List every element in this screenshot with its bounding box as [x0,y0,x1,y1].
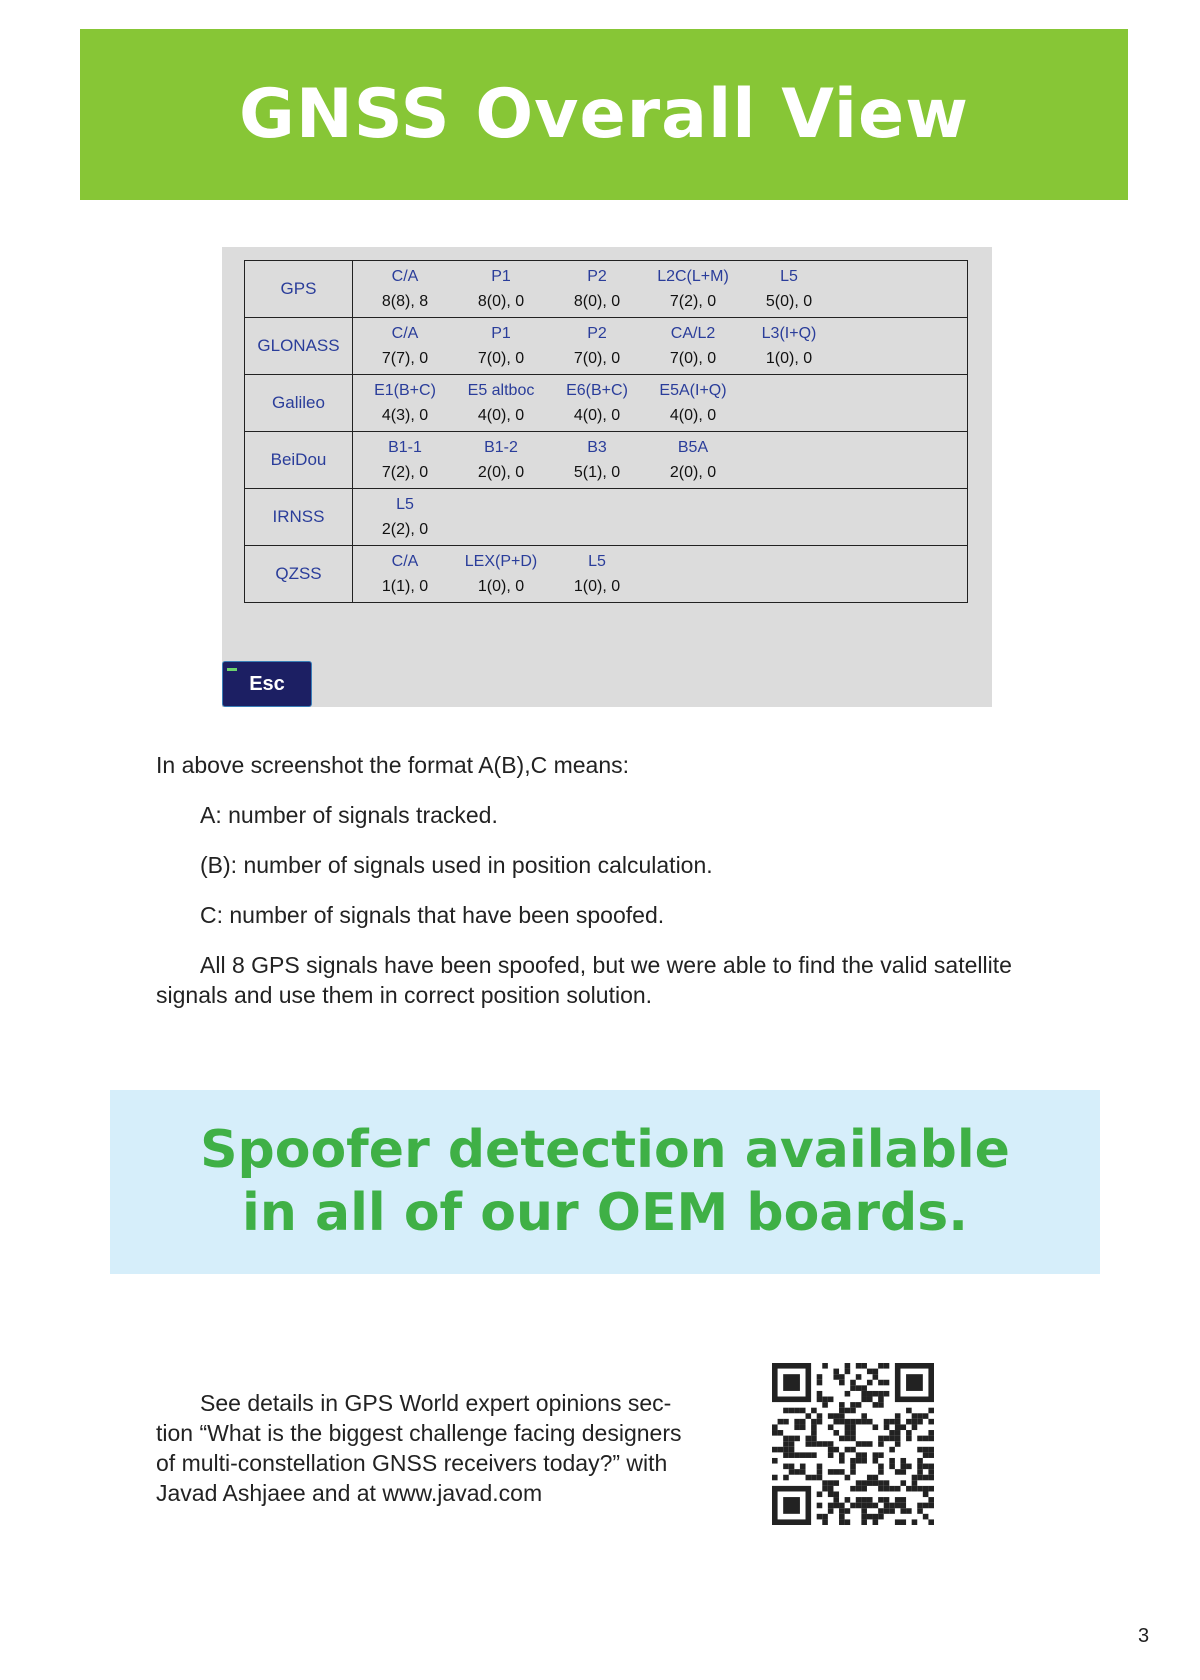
system-name: GLONASS [245,318,353,375]
signal-entry [453,549,549,599]
signal-name: L5 [588,553,606,570]
title-banner [80,29,1128,200]
signal-grid [353,492,967,542]
signal-name: B5A [677,439,709,456]
table-row [245,546,968,603]
signal-name: L5 [396,496,414,513]
table-row [245,432,968,489]
format-intro: In above screenshot the format A(B),C means: [156,752,630,778]
signal-value: 4(0), 0 [573,407,621,424]
signal-value: 7(2), 0 [381,464,429,481]
signal-name: L3(I+Q) [761,325,817,342]
promo-line1: Spoofer detection available [200,1120,1010,1180]
page-number: 3 [1138,1625,1150,1647]
spoof-summary-line2: signals and use them in correct position solution. [156,982,653,1008]
signal-name: CA/L2 [670,325,716,342]
footer-line4: Javad Ashjaee and at www.javad.com [156,1480,543,1506]
signal-cell [353,375,968,432]
system-name: Galileo [245,375,353,432]
signal-entry [549,321,645,371]
signal-name: C/A [391,553,419,570]
signal-value: 8(0), 0 [573,293,621,310]
signal-value: 2(2), 0 [381,521,429,538]
gnss-signal-table [244,260,968,603]
signal-entry [357,264,453,314]
table-row [245,318,968,375]
signal-value: 1(0), 0 [765,350,813,367]
esc-indicator-icon [227,668,237,671]
signal-entry [741,321,837,371]
footer-line3: of multi-constellation GNSS receivers today?” with [156,1450,668,1476]
signal-name: LEX(P+D) [464,553,538,570]
footer-line1: See details in GPS World expert opinions sec- [200,1390,672,1416]
signal-grid [353,321,967,371]
signal-value: 7(0), 0 [669,350,717,367]
signal-name: B1-2 [484,439,518,456]
footer-text [156,1388,716,1508]
qr-code-icon[interactable] [772,1363,934,1525]
signal-value: 4(0), 0 [669,407,717,424]
signal-value: 8(0), 0 [477,293,525,310]
footer-line2: tion “What is the biggest challenge facing designers [156,1420,682,1446]
signal-value: 5(1), 0 [573,464,621,481]
signal-entry [645,435,741,485]
page-title: GNSS Overall View [239,75,969,154]
signal-value: 7(2), 0 [669,293,717,310]
signal-name: P2 [587,325,607,342]
signal-value: 7(0), 0 [477,350,525,367]
signal-value: 5(0), 0 [765,293,813,310]
table-row [245,375,968,432]
signal-name: E5 altboc [467,382,535,399]
signal-value: 1(0), 0 [477,578,525,595]
signal-entry [549,549,645,599]
signal-value: 1(1), 0 [381,578,429,595]
signal-entry [357,492,453,542]
format-a: A: number of signals tracked. [200,802,498,828]
signal-grid [353,378,967,428]
signal-cell [353,546,968,603]
signal-name: L2C(L+M) [657,268,729,285]
format-c: C: number of signals that have been spoofed. [200,902,665,928]
esc-label: Esc [249,672,285,695]
signal-grid [353,435,967,485]
signal-value: 7(7), 0 [381,350,429,367]
signal-name: E6(B+C) [566,382,628,399]
system-name: QZSS [245,546,353,603]
signal-cell [353,261,968,318]
promo-box [110,1090,1100,1274]
spoof-summary-line1: All 8 GPS signals have been spoofed, but we were able to find the valid satellite [200,952,1012,978]
signal-entry [645,321,741,371]
receiver-screenshot [222,247,992,707]
signal-cell [353,432,968,489]
signal-name: P1 [491,325,511,342]
spoof-summary [156,950,1056,1010]
system-name: IRNSS [245,489,353,546]
signal-value: 4(0), 0 [477,407,525,424]
signal-name: P1 [491,268,511,285]
esc-button[interactable] [222,661,312,707]
signal-value: 2(0), 0 [669,464,717,481]
signal-entry [453,321,549,371]
signal-grid [353,264,967,314]
promo-line2: in all of our OEM boards. [242,1183,968,1243]
signal-entry [357,378,453,428]
signal-name: E1(B+C) [374,382,436,399]
signal-cell [353,489,968,546]
signal-name: L5 [780,268,798,285]
signal-entry [453,264,549,314]
table-row [245,261,968,318]
signal-entry [453,378,549,428]
signal-value: 4(3), 0 [381,407,429,424]
signal-name: B1-1 [388,439,422,456]
table-row [245,489,968,546]
signal-name: C/A [391,268,419,285]
signal-entry [357,321,453,371]
signal-entry [549,264,645,314]
signal-entry [357,435,453,485]
signal-name: B3 [587,439,607,456]
signal-name: P2 [587,268,607,285]
signal-entry [741,264,837,314]
signal-value: 1(0), 0 [573,578,621,595]
signal-name: E5A(I+Q) [659,382,727,399]
signal-entry [357,549,453,599]
system-name: BeiDou [245,432,353,489]
signal-entry [645,378,741,428]
format-b: (B): number of signals used in position calculation. [200,852,713,878]
signal-grid [353,549,967,599]
signal-entry [549,378,645,428]
signal-name: C/A [391,325,419,342]
signal-entry [549,435,645,485]
signal-value: 8(8), 8 [381,293,429,310]
signal-entry [645,264,741,314]
signal-value: 2(0), 0 [477,464,525,481]
signal-entry [453,435,549,485]
signal-cell [353,318,968,375]
signal-value: 7(0), 0 [573,350,621,367]
system-name: GPS [245,261,353,318]
